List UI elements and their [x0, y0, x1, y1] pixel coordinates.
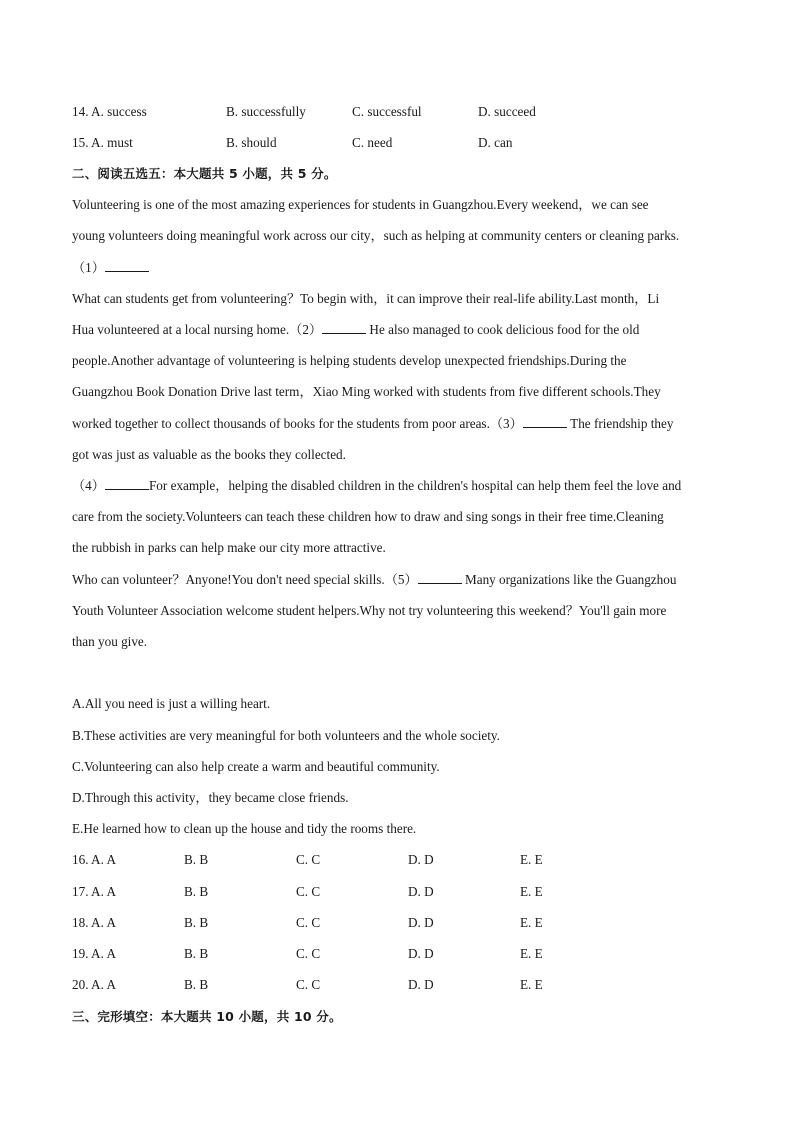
- option-d: D. can: [478, 135, 513, 150]
- passage-text: Hua volunteered at a local nursing home.（2）: [72, 322, 323, 337]
- blank-1-label: （1）: [72, 260, 105, 275]
- choice-c: C.Volunteering can also help create a warm and beautiful community.: [72, 759, 440, 774]
- passage-line: [72, 321, 639, 339]
- option-a: 17. A. A: [72, 884, 116, 899]
- option-d: D. D: [408, 915, 434, 930]
- option-c: C. C: [296, 977, 321, 992]
- passage-text: （4）: [72, 478, 105, 493]
- choice-e: E.He learned how to clean up the house and tidy the rooms there.: [72, 821, 417, 836]
- passage-text: worked together to collect thousands of books for the students from poor areas.（3）: [72, 416, 523, 431]
- section-2-heading: 二、阅读五选五：本大题共 5 小题，共 5 分。: [72, 166, 337, 181]
- option-e: E. E: [520, 915, 543, 930]
- option-a: 18. A. A: [72, 915, 116, 930]
- passage-line: than you give.: [72, 634, 148, 649]
- option-a: 14. A. success: [72, 104, 147, 119]
- option-b: B. B: [184, 946, 209, 961]
- passage-line: [72, 477, 681, 495]
- option-b: B. should: [226, 135, 277, 150]
- option-b: B. B: [184, 977, 209, 992]
- option-a: 20. A. A: [72, 977, 116, 992]
- blank-1: [105, 259, 149, 272]
- option-b: B. successfully: [226, 104, 306, 119]
- option-c: C. need: [352, 135, 393, 150]
- blank-5: [418, 571, 462, 584]
- option-e: E. E: [520, 946, 543, 961]
- blank-3: [523, 415, 567, 428]
- passage-text: Many organizations like the Guangzhou: [461, 572, 677, 587]
- option-d: D. D: [408, 884, 434, 899]
- passage-line: young volunteers doing meaningful work across our city，such as helping at community centers or cleaning parks.: [72, 228, 680, 243]
- option-d: D. D: [408, 946, 434, 961]
- option-c: C. successful: [352, 104, 422, 119]
- choice-a: A.All you need is just a willing heart.: [72, 696, 271, 711]
- blank-4: [105, 477, 149, 490]
- passage-line: What can students get from volunteering？To begin with，it can improve their real-life ability.Last month，Li: [72, 291, 660, 306]
- choice-b: B.These activities are very meaningful for both volunteers and the whole society.: [72, 728, 500, 743]
- section-3-heading: 三、完形填空：本大题共 10 小题，共 10 分。: [72, 1009, 342, 1024]
- passage-line: [72, 259, 149, 277]
- passage-line: Volunteering is one of the most amazing experiences for students in Guangzhou.Every weekend，we can see: [72, 197, 649, 212]
- passage-line: people.Another advantage of volunteering is helping students develop unexpected friendships.During the: [72, 353, 627, 368]
- passage-line: Youth Volunteer Association welcome student helpers.Why not try volunteering this weekend？You'll gain more: [72, 603, 667, 618]
- passage-text: The friendship they: [566, 416, 674, 431]
- option-e: E. E: [520, 852, 543, 867]
- option-b: B. B: [184, 915, 209, 930]
- option-a: 19. A. A: [72, 946, 116, 961]
- option-a: 16. A. A: [72, 852, 116, 867]
- passage-line: [72, 415, 673, 433]
- passage-line: the rubbish in parks can help make our city more attractive.: [72, 540, 386, 555]
- option-a: 15. A. must: [72, 135, 133, 150]
- option-d: D. D: [408, 852, 434, 867]
- option-b: B. B: [184, 852, 209, 867]
- option-b: B. B: [184, 884, 209, 899]
- passage-text: He also managed to cook delicious food for the old: [366, 322, 640, 337]
- passage-text: For example，helping the disabled children in the children's hospital can help them feel the love and: [148, 478, 682, 493]
- option-e: E. E: [520, 977, 543, 992]
- option-c: C. C: [296, 915, 321, 930]
- option-c: C. C: [296, 852, 321, 867]
- passage-line: got was just as valuable as the books they collected.: [72, 447, 346, 462]
- blank-2: [322, 321, 366, 334]
- passage-line: care from the society.Volunteers can teach these children how to draw and sing songs in their free time.Cleaning: [72, 509, 664, 524]
- option-d: D. D: [408, 977, 434, 992]
- passage-text: Who can volunteer？Anyone!You don't need special skills.（5）: [72, 572, 418, 587]
- option-c: C. C: [296, 946, 321, 961]
- option-d: D. succeed: [478, 104, 536, 119]
- option-c: C. C: [296, 884, 321, 899]
- choice-d: D.Through this activity，they became close friends.: [72, 790, 349, 805]
- passage-line: [72, 571, 676, 589]
- passage-line: Guangzhou Book Donation Drive last term，Xiao Ming worked with students from five different schools.They: [72, 384, 661, 399]
- option-e: E. E: [520, 884, 543, 899]
